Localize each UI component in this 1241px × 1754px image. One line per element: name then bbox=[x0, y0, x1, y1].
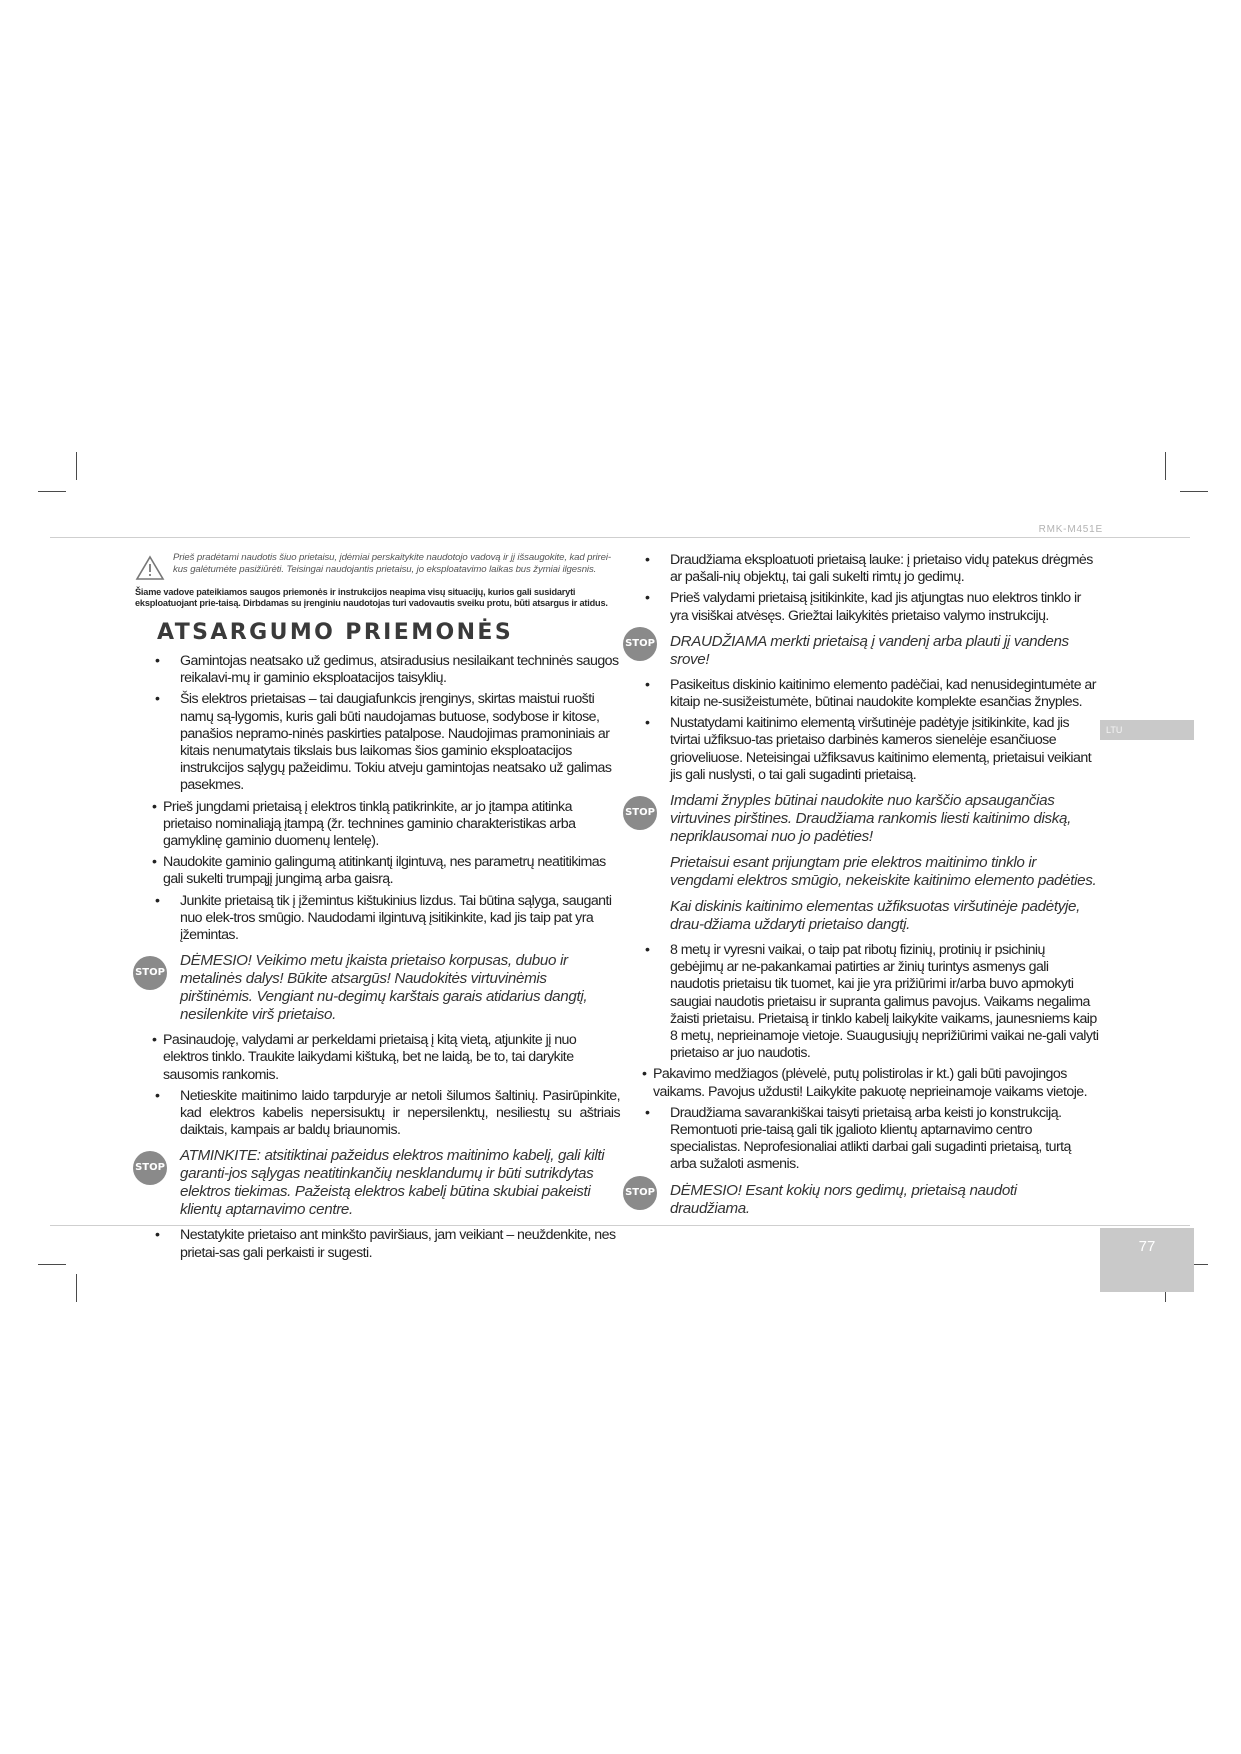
language-tab: LTU bbox=[1100, 720, 1194, 740]
list-item: • Pasinaudoję, valydami ar perkeldami prietaisą į kitą vietą, atjunkite jį nuo elektros tinklo. Traukite laikydami kištuką, bet ne laidą, be to, tai darykite sausomis rankomis. bbox=[152, 1032, 577, 1083]
stop-icon: STOP bbox=[623, 627, 657, 661]
page-number: 77 bbox=[1138, 1238, 1156, 1255]
stop-note: STOP DRAUDŽIAMA merkti prietaisą į vandenį arba plauti jį vandens srove! bbox=[625, 633, 1100, 669]
list-item: • Nestatykite prietaiso ant minkšto paviršiaus, jam veikiant – neuždenkite, nes prietai-sas gali perkaisti ir sugesti. bbox=[155, 1227, 616, 1261]
crop-mark bbox=[1180, 491, 1208, 492]
intro bbox=[135, 552, 620, 581]
intro-bold-note: Šiame vadove pateikiamos saugos priemonės ir instrukcijos neapima visų situacijų, kurios gali susidaryti eksploatuojant prie-taisą. Dirbdamas su įrenginiu naudotojas turi vadovautis sveiku protu, būti atsargus ir atidus. bbox=[135, 587, 608, 608]
crop-mark bbox=[38, 491, 66, 492]
right-column bbox=[625, 552, 1100, 1226]
italic-note: Prietaisui esant prijungtam prie elektros maitinimo tinklo ir vengdami elektros smūgio, nekeiskite kaitinimo elemento padėties. bbox=[670, 854, 1097, 890]
list-item: • Prieš jungdami prietaisą į elektros tinklą patikrinkite, ar jo įtampa atitinka prietaiso nominaliąją įtampą (žr. technines gaminio charakteristikas arba gamyklinę gaminio duomenų lentelę). bbox=[152, 798, 576, 850]
intro-text: Prieš pradėtami naudotis šiuo prietaisu, įdėmiai perskaitykite naudotojo vadovą ir jį išsaugokite, kad prirei-kus galėtumėte pasižiūrėti. Teisingai naudojantis prietaisu, jo eksploatavimo laikas bus žymiai ilgesnis. bbox=[173, 552, 612, 575]
list-item: • Draudžiama savarankiškai taisyti prietaisą arba keisti jo konstrukciją. Remontuoti prie-taisą gali tik įgalioto klientų aptarnavimo centro specialistas. Neprofesionaliai atlikti darbai gali sugadinti prietaisą, turtą arba sužaloti asmenis. bbox=[645, 1104, 1071, 1173]
list-item: • Junkite prietaisą tik į įžemintus kištukinius lizdus. Tai būtina sąlyga, sauganti nuo elek-tros smūgio. Naudodami ilgintuvą įsitikinkite, kad jis taip pat yra įžemintas. bbox=[155, 892, 612, 944]
list-item: • Šis elektros prietaisas – tai daugiafunkcis įrenginys, skirtas maistui ruošti namų są-lygomis, kuris gali būti naudojamas butuose, sodybose ir kitose, panašios nepramo-ninės paskirties patalpose. Naudojimas pramoniniais ar kitais nenumatytais tikslais bus laikomas šios gaminio eksploatacijos instrukcijos sąlygų pažeidimu. Tokiu atveju gamintojas neatsako už galimas pasekmes. bbox=[155, 691, 612, 794]
model-code: RMK-M451E bbox=[1038, 524, 1103, 535]
stop-icon: STOP bbox=[133, 1151, 167, 1185]
stop-note: STOP Imdami žnyples būtinai naudokite nuo karščio apsaugančias virtuvines pirštines. Draudžiama rankomis liesti kaitinimo diską, nepriklausomai nuo jo padėties! bbox=[625, 792, 1100, 846]
list-item: • Netieskite maitinimo laido tarpduryje ar netoli šilumos šaltinių. Pasirūpinkite, kad elektros kabelis nepersisuktų ir nepersilenktų, nesiliestų su aštriais daiktais, kampais ar baldų briaunomis. bbox=[155, 1087, 620, 1139]
list-item: • Naudokite gaminio galingumą atitinkantį ilgintuvą, nes parametrų neatitikimas gali sukelti trumpąjį jungimą arba gaisrą. bbox=[152, 854, 606, 888]
crop-mark bbox=[1165, 452, 1166, 480]
stop-note: STOP ATMINKITE: atsitiktinai pažeidus elektros maitinimo kabelį, gali kilti garanti-jos sąlygas neatitinkančių nesklandumų ir būti sutrikdytas elektros tiekimas. Pažeistą elektros kabelį būtina skubiai pakeisti klientų aptarnavimo centre. bbox=[135, 1147, 620, 1219]
crop-mark bbox=[76, 452, 77, 480]
stop-icon: STOP bbox=[133, 956, 167, 990]
list-item: • 8 metų ir vyresni vaikai, o taip pat ribotų fizinių, protinių ir psichinių gebėjimų ar ne-pakankamai patirties ar žinių turintys asmenys gali naudotis prietaisu tik tuomet, kai jie yra prižiūrimi ir/arba buvo apmokyti saugiai naudotis prietaisu ir supranta galimus pavojus. Vaikams negalima žaisti prietaisu. Prietaisą ir tinklo kabelį laikykite vaikams, jaunesniems kaip 8 metų, neprieinamoje vietoje. Suaugusiųjų neprižiūrimi vaikai ne-gali valyti prietaiso ar juo naudotis. bbox=[645, 942, 1099, 1062]
section-title: ATSARGUMO PRIEMONĖS bbox=[157, 620, 514, 645]
list-item: • Prieš valydami prietaisą įsitikinkite, kad jis atjungtas nuo elektros tinklo ir yra visiškai atvėsęs. Griežtai laikykitės prietaiso valymo instrukcijų. bbox=[645, 590, 1081, 624]
list-item: • Nustatydami kaitinimo elementą viršutinėje padėtyje įsitikinkite, kad jis tvirtai užfiksuo-tas prietaiso darbinės kameros sienelėje esančiuose grioveliuose. Neteisingai užfiksavus kaitinimo elementą, prietaisui veikiant jis gali nuslysti, o tai gali sugadinti prietaisą. bbox=[645, 715, 1092, 783]
left-column bbox=[135, 552, 620, 1266]
list-item: • Pakavimo medžiagos (plėvelė, putų polistirolas ir kt.) gali būti pavojingos vaikams. Pavojus uždusti! Laikykite pakuotę neprieinamoje vaikams vietoje. bbox=[642, 1066, 1088, 1100]
stop-icon: STOP bbox=[623, 1176, 657, 1210]
italic-note: Kai diskinis kaitinimo elementas užfiksuotas viršutinėje padėtyje, drau-džiama uždaryti prietaiso dangtį. bbox=[670, 898, 1080, 934]
warning-triangle-icon bbox=[135, 555, 165, 581]
list-item: • Draudžiama eksploatuoti prietaisą lauke: į prietaiso vidų patekus drėgmės ar pašali-nių objektų, tai gali sukelti rimtų jo gedimų. bbox=[645, 552, 1093, 586]
stop-note: STOP DĖMESIO! Esant kokių nors gedimų, prietaisą naudoti draudžiama. bbox=[625, 1182, 1100, 1218]
list-item: • Gamintojas neatsako už gedimus, atsiradusius nesilaikant techninės saugos reikalavi-mų ir gaminio eksploatacijos taisyklių. bbox=[155, 653, 619, 687]
page-tab bbox=[1100, 1228, 1194, 1292]
header-rule bbox=[50, 537, 1190, 538]
stop-icon: STOP bbox=[623, 796, 657, 830]
crop-mark bbox=[76, 1274, 77, 1302]
crop-mark bbox=[38, 1264, 66, 1265]
stop-note: STOP DĖMESIO! Veikimo metu įkaista prietaiso korpusas, dubuo ir metalinės dalys! Būkite atsargūs! Naudokitės virtuvinėmis pirštinėmis. Vengiant nu-degimų karštais garais atidarius dangtį, nesilenkite virš prietaiso. bbox=[135, 952, 620, 1024]
list-item: • Pasikeitus diskinio kaitinimo elemento padėčiai, kad nenusidegintumėte ar kitaip ne-susižeistumėte, būtinai naudokite komplekte esančias žnyples. bbox=[645, 676, 1096, 711]
